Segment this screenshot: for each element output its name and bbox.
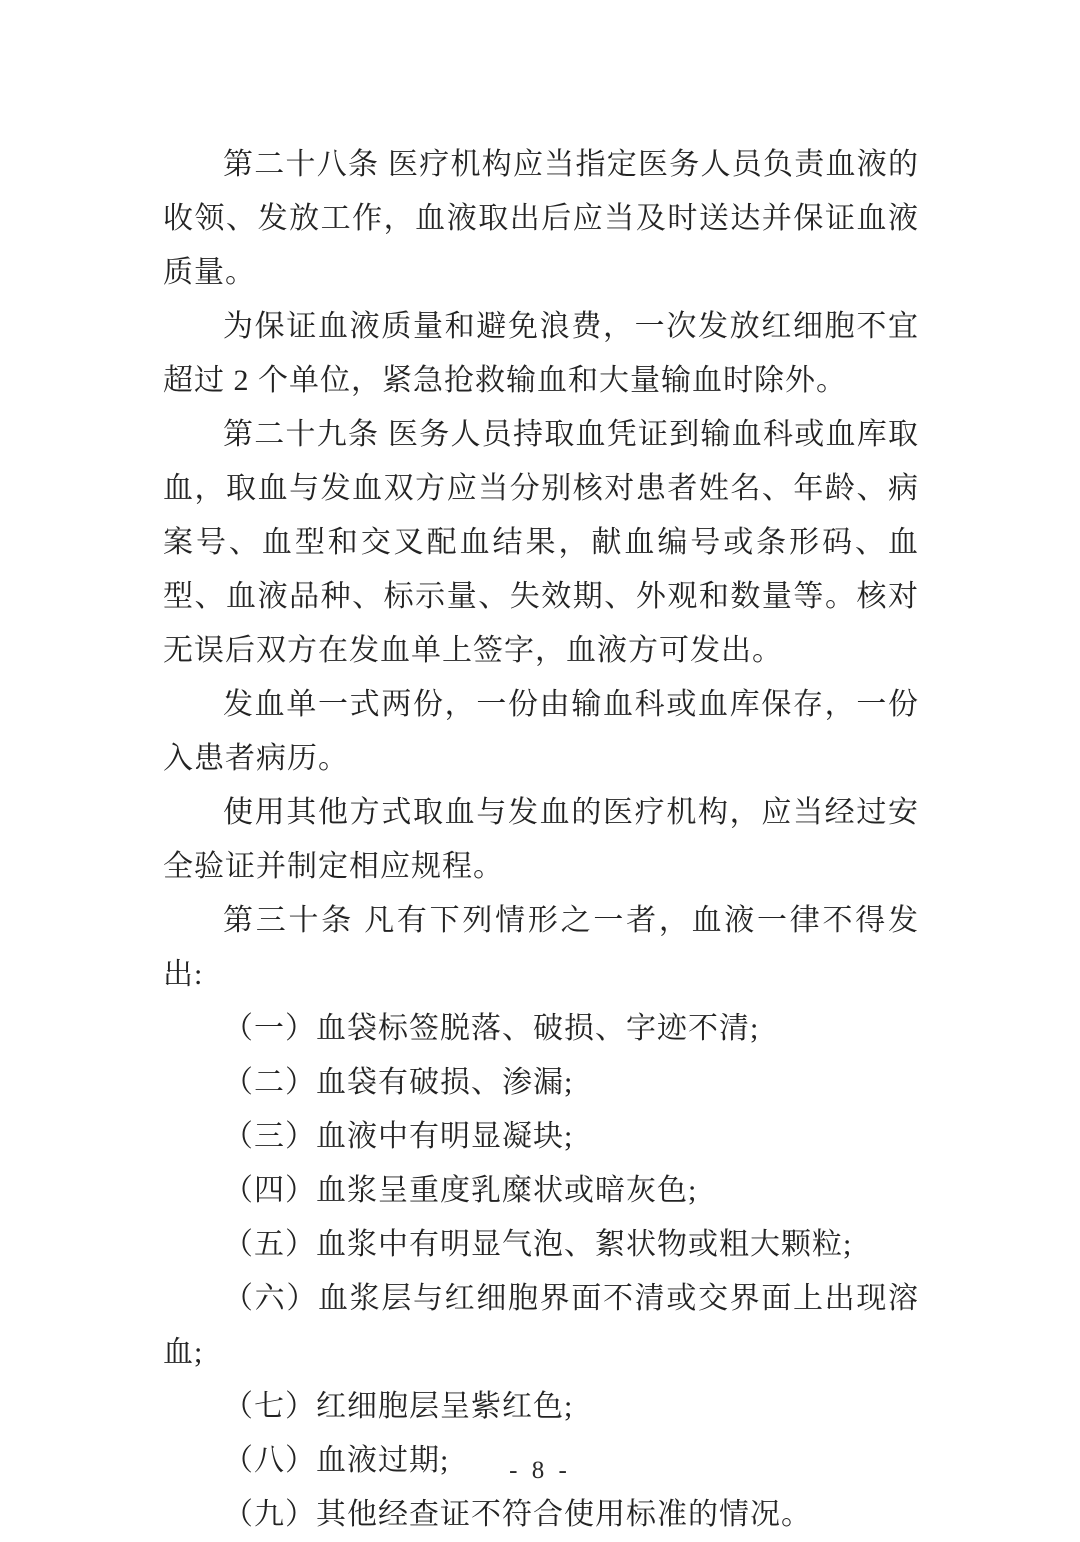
article-30-item-8: （八）血液过期; (223, 1444, 450, 1477)
article-30-item-3: （三）血液中有明显凝块; (223, 1120, 574, 1153)
article-30-item-5: （五）血浆中有明显气泡、絮状物或粗大颗粒; (223, 1228, 853, 1261)
article-29-second-paragraph: 发血单一式两份，一份由输血科或血库保存，一份入患者病历。 (163, 688, 919, 775)
article-30-item-2: （二）血袋有破损、渗漏; (223, 1066, 574, 1099)
article-29-third-paragraph: 使用其他方式取血与发血的医疗机构，应当经过安全验证并制定相应规程。 (163, 796, 919, 883)
page-number: - 8 - (509, 1457, 571, 1484)
article-30-item-7: （七）红细胞层呈紫红色; (223, 1390, 574, 1423)
document-body (163, 138, 919, 1542)
article-30-item-6: （六）血浆层与红细胞界面不清或交界面上出现溶血; (163, 1282, 919, 1369)
article-29-opening-paragraph: 第二十九条 医务人员持取血凭证到输血科或血库取血，取血与发血双方应当分别核对患者姓名、年龄、病案号、血型和交叉配血结果，献血编号或条形码、血型、血液品种、标示量、失效期、外观和数量等。核对无误后双方在发血单上签字，血液方可发出。 (163, 418, 919, 667)
article-28-second-paragraph: 为保证血液质量和避免浪费，一次发放红细胞不宜超过 2 个单位，紧急抢救输血和大量输血时除外。 (163, 310, 919, 397)
article-28-opening-paragraph: 第二十八条 医疗机构应当指定医务人员负责血液的收领、发放工作，血液取出后应当及时送达并保证血液质量。 (163, 148, 919, 289)
article-30-item-1: （一）血袋标签脱落、破损、字迹不清; (223, 1012, 760, 1045)
article-30-heading-paragraph: 第三十条 凡有下列情形之一者，血液一律不得发出: (163, 904, 919, 991)
article-30-item-4: （四）血浆呈重度乳糜状或暗灰色; (223, 1174, 698, 1207)
article-30-item-9: （九）其他经查证不符合使用标准的情况。 (223, 1498, 812, 1531)
